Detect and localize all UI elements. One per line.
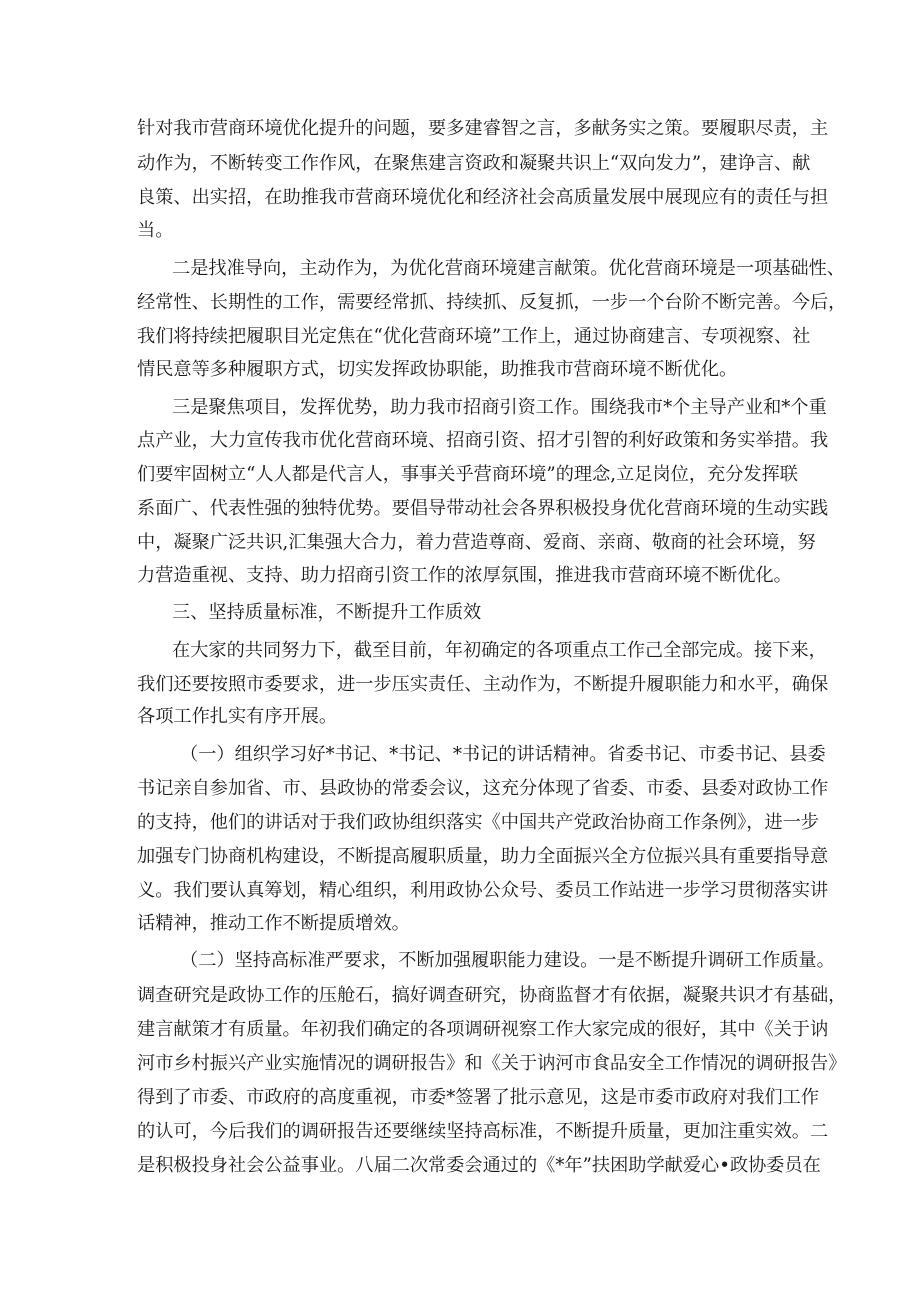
paragraph-line: 调查研究是政协工作的压舱石，搞好调查研究，协商监督才有依据，凝聚共识才有基础， bbox=[137, 985, 847, 1006]
paragraph-line: 三是聚焦项目，发挥优势，助力我市招商引资工作。围绕我市*个主导产业和*个重 bbox=[172, 397, 827, 418]
paragraph-line: 动作为，不断转变工作作风，在聚焦建言资政和凝聚共识上“双向发力”，建诤言、献 bbox=[137, 153, 811, 174]
paragraph-line: 情民意等多种履职方式，切实发挥政协职能，助推我市营商环境不断优化。 bbox=[137, 359, 738, 380]
paragraph-line: 话精神，推动工作不断提质增效。 bbox=[137, 913, 410, 934]
paragraph-line: 是积极投身社会公益事业。八届二次常委会通过的《*年”扶困助学献爱心•政协委员在 bbox=[137, 1155, 821, 1176]
paragraph-line: 点产业，大力宣传我市优化营商环境、招商引资、招才引智的利好政策和务实举措。我 bbox=[137, 430, 829, 451]
paragraph-line: 针对我市营商环境优化提升的问题，要多建睿智之言，多献务实之策。要履职尽责，主 bbox=[137, 118, 829, 139]
paragraph-line: 在大家的共同努力下，截至目前，年初确定的各项重点工作己全部完成。接下来， bbox=[172, 640, 827, 661]
paragraph-line: 中，凝聚广泛共识,汇集强大合力，着力营造尊商、爱商、亲商、敬商的社会环境，努 bbox=[137, 532, 816, 553]
paragraph-line: 加强专门协商机构建设，不断提高履职质量，助力全面振兴全方位振兴具有重要指导意 bbox=[137, 846, 829, 867]
paragraph-line: 经常性、长期性的工作，需要经常抓、持续抓、反复抓，一步一个台阶不断完善。今后， bbox=[137, 292, 847, 313]
paragraph-line: 我们还要按照市委要求，进一步压实责任、主动作为，不断提升履职能力和水平，确保 bbox=[137, 674, 829, 695]
paragraph-line: 力营造重视、支持、助力招商引资工作的浓厚氛围，推进我市营商环境不断优化。 bbox=[137, 565, 792, 586]
paragraph-line: 义。我们要认真筹划，精心组织，利用政协公众号、委员工作站进一步学习贯彻落实讲 bbox=[137, 880, 829, 901]
paragraph-line: 二是找准导向，主动作为，为优化营商环境建言献策。优化营商环境是一项基础性、 bbox=[172, 258, 845, 279]
paragraph-line: 系面广、代表性强的独特优势。要倡导带动社会各界积极投身优化营商环境的生动实践 bbox=[137, 498, 829, 519]
paragraph-line: 河市乡村振兴产业实施情况的调研报告》和《关于讷河市食品安全工作情况的调研报告》 bbox=[137, 1053, 847, 1074]
paragraph-line: 各项工作扎实有序开展。 bbox=[137, 706, 338, 727]
paragraph-line: （二）坚持高标准严要求，不断加强履职能力建设。一是不断提升调研工作质量。 bbox=[180, 950, 835, 971]
paragraph-line: 良策、出实招，在助推我市营商环境优化和经济社会高质量发展中展现应有的责任与担 bbox=[137, 187, 829, 208]
paragraph-line: 的支持，他们的讲话对于我们政协组织落实《中国共产党政治协商工作条例》，进一步 bbox=[137, 812, 820, 833]
paragraph-line: 们要牢固树立“人人都是代言人，事事关乎营商环境”的理念,立足岗位，充分发挥联 bbox=[137, 464, 798, 485]
paragraph-line: （一）组织学习好*书记、*书记、*书记的讲话精神。省委书记、市委书记、县委 bbox=[180, 744, 826, 765]
paragraph-line: 书记亲自参加省、市、县政协的常委会议，这充分体现了省委、市委、县委对政协工作 bbox=[137, 778, 829, 799]
paragraph-line: 建言献策才有质量。年初我们确定的各项调研视察工作大家完成的很好，其中《关于讷 bbox=[137, 1019, 829, 1040]
paragraph-line: 的认可，今后我们的调研报告还要继续坚持高标准，不断提升质量，更加注重实效。二 bbox=[137, 1121, 829, 1142]
paragraph-line: 得到了市委、市政府的高度重视，市委*签署了批示意见，这是市委市政府对我们工作 bbox=[137, 1087, 820, 1108]
paragraph-line: 我们将持续把履职目光定焦在“优化营商环境”工作上，通过协商建言、专项视察、社 bbox=[137, 326, 811, 347]
paragraph-line: 当。 bbox=[137, 220, 174, 241]
section-heading: 三、坚持质量标准，不断提升工作质效 bbox=[172, 602, 482, 623]
